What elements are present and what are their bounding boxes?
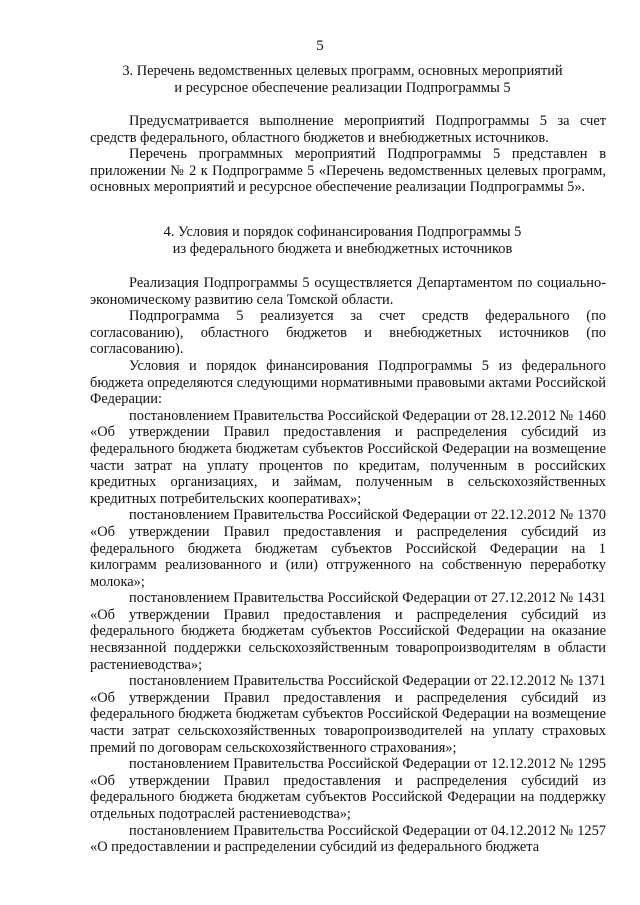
paragraph: постановлением Правительства Российской Федерации от 22.12.2012 № 1371 «Об утверждении Правил предоставления и распределения субсидий из федерального бюджета бюджетам субъектов Российской Федерации на возмещение части затрат сельскохозяйственных товаропроизводителей на уплату страховых премий по договорам сельскохозяйственного страхования»; bbox=[90, 673, 606, 756]
section-4-heading-line-1: 4. Условия и порядок софинансирования Подпрограммы 5 bbox=[163, 224, 522, 240]
page-number: 5 bbox=[316, 38, 324, 54]
paragraph: Условия и порядок финансирования Подпрограммы 5 из федерального бюджета определяются следующими нормативными правовыми актами Российской Федерации: bbox=[90, 357, 606, 408]
section-4-body bbox=[90, 275, 606, 856]
section-3-heading bbox=[90, 63, 595, 97]
paragraph: постановлением Правительства Российской Федерации от 12.12.2012 № 1295 «Об утверждении Правил предоставления и распределения субсидий из федерального бюджета бюджетам субъектов Российской Федерации на поддержку отдельных подотраслей растениеводства»; bbox=[90, 756, 606, 822]
section-3-body bbox=[90, 113, 606, 196]
section-3-heading-line-2: и ресурсное обеспечение реализации Подпрограммы 5 bbox=[174, 80, 511, 97]
paragraph: Перечень программных мероприятий Подпрограммы 5 представлен в приложении № 2 к Подпрограмме 5 «Перечень ведомственных целевых программ, основных мероприятий и ресурсное обеспечение реализации Подпрограммы 5». bbox=[90, 146, 606, 196]
paragraph: постановлением Правительства Российской Федерации от 28.12.2012 № 1460 «Об утверждении Правил предоставления и распределения субсидий из федерального бюджета бюджетам субъектов Российской Федерации на возмещение части затрат на уплату процентов по кредитам, полученным в российских кредитных организациях, и займам, полученным в сельскохозяйственных кредитных потребительских кооперативах»; bbox=[90, 407, 606, 507]
paragraph: Реализация Подпрограммы 5 осуществляется Департаментом по социально-экономическому развитию села Томской области. bbox=[90, 275, 606, 308]
paragraph: постановлением Правительства Российской Федерации от 22.12.2012 № 1370 «Об утверждении Правил предоставления и распределения субсидий из федерального бюджета бюджетам субъектов Российской Федерации на 1 килограмм реализованного и (или) отгруженного на собственную переработку молока»; bbox=[90, 507, 606, 590]
section-4-heading-line-2: из федерального бюджета и внебюджетных источников bbox=[172, 241, 513, 258]
section-4-heading bbox=[90, 224, 595, 258]
paragraph: Подпрограмма 5 реализуется за счет средств федерального (по согласованию), областного бюджетов и внебюджетных источников (по согласованию). bbox=[90, 308, 606, 358]
section-3-heading-line-1: 3. Перечень ведомственных целевых программ, основных мероприятий bbox=[122, 63, 563, 79]
paragraph: постановлением Правительства Российской Федерации от 04.12.2012 № 1257 «О предоставлении и распределении субсидий из федерального бюджета bbox=[90, 822, 606, 856]
paragraph: постановлением Правительства Российской Федерации от 27.12.2012 № 1431 «Об утверждении Правил предоставления и распределения субсидий из федерального бюджета бюджетам субъектов Российской Федерации на оказание несвязанной поддержки сельскохозяйственным товаропроизводителям в области растениеводства»; bbox=[90, 590, 606, 673]
paragraph: Предусматривается выполнение мероприятий Подпрограммы 5 за счет средств федерального, областного бюджетов и внебюджетных источников. bbox=[90, 113, 606, 146]
